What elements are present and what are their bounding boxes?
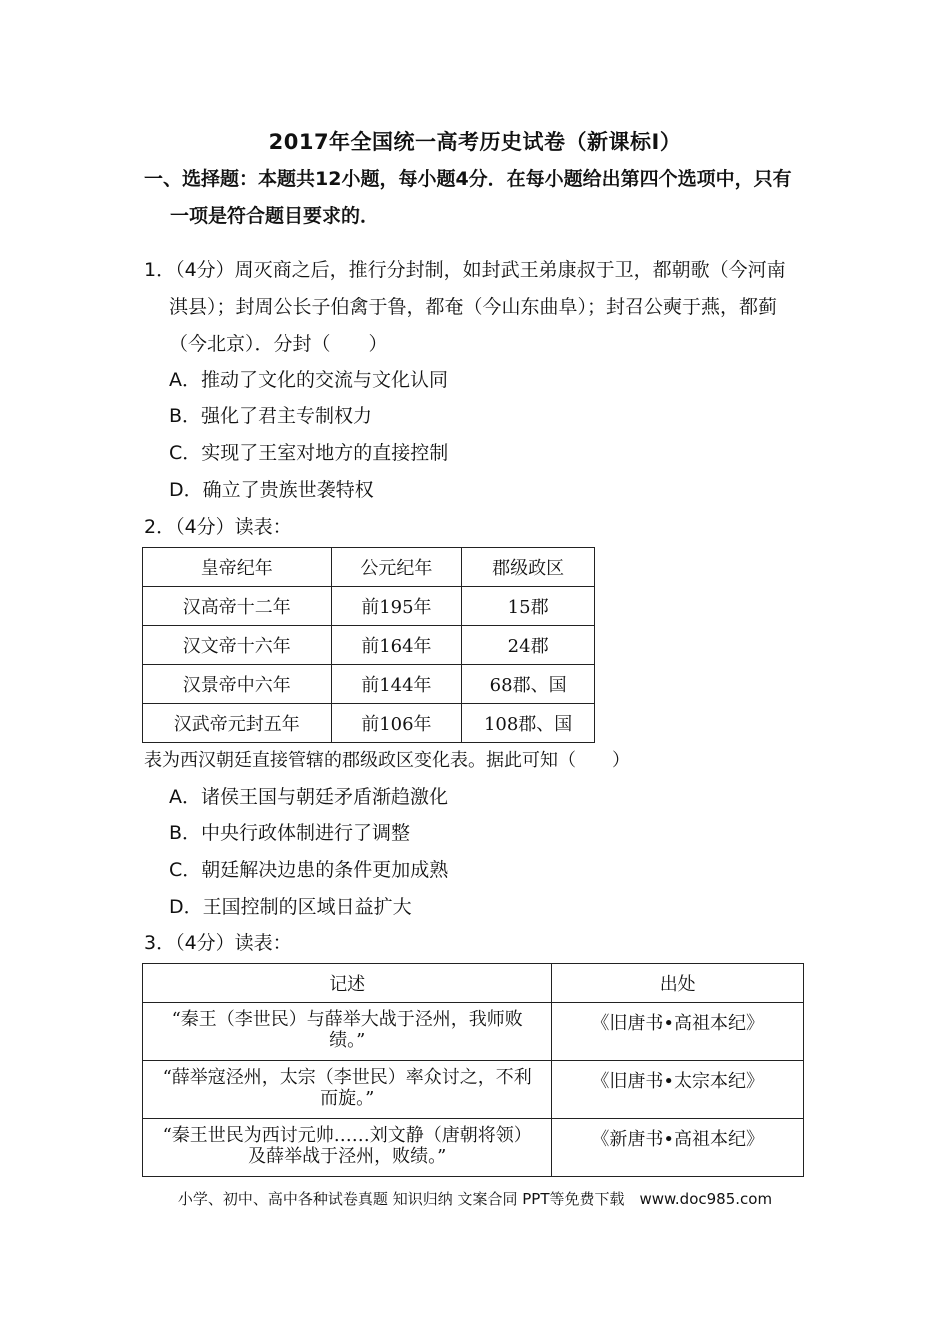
table-header-row [143, 964, 804, 1003]
table-header-cell: 公元纪年 [331, 548, 462, 587]
q1-stem-line3: （今北京）．分封（ ） [169, 333, 388, 355]
table-header-cell: 皇帝纪年 [143, 548, 332, 587]
page-title: 2017年全国统一高考历史试卷（新课标I） [268, 130, 682, 154]
table-header-cell: 出处 [552, 964, 804, 1003]
table-cell: 前106年 [331, 704, 462, 743]
q2-stem: 2．（4分）读表： [144, 516, 292, 538]
footer-download-link[interactable]: 小学、初中、高中各种试卷真题 知识归纳 文案合同 PPT等免费下载 www.doc985.com [177, 1190, 773, 1208]
q1-stem-line2: 淇县）；封周公长子伯禽于鲁，都奄（今山东曲阜）；封召公奭于燕，都蓟 [169, 296, 778, 318]
q1-option-b: B．强化了君主专制权力 [169, 405, 373, 427]
table-cell: 汉武帝元封五年 [143, 704, 332, 743]
table-row [143, 1061, 804, 1119]
q2-option-d: D．王国控制的区域日益扩大 [169, 896, 412, 918]
q1-option-d: D．确立了贵族世袭特权 [169, 479, 374, 501]
q1-option-a: A．推动了文化的交流与文化认同 [169, 369, 448, 391]
q2-table-caption: 表为西汉朝廷直接管辖的郡级政区变化表。据此可知（ ） [144, 750, 630, 771]
section-heading [144, 161, 814, 235]
table-row [143, 1003, 804, 1061]
table-row [143, 1119, 804, 1177]
q3-stem: 3．（4分）读表： [144, 932, 292, 954]
table-cell: 24郡 [462, 626, 595, 665]
q1-option-c: C．实现了王室对地方的直接控制 [169, 442, 449, 464]
table-cell: 前164年 [331, 626, 462, 665]
table-row [143, 665, 595, 704]
q2-option-b: B．中央行政体制进行了调整 [169, 822, 411, 844]
q2-option-c: C．朝廷解决边患的条件更加成熟 [169, 859, 449, 881]
table-row [143, 587, 595, 626]
table-cell: 《新唐书•高祖本纪》 [552, 1119, 804, 1177]
table-header-row [143, 548, 595, 587]
q3-table [142, 963, 804, 1177]
table-row [143, 626, 595, 665]
table-cell: “秦王（李世民）与薛举大战于泾州，我师败绩。” [143, 1003, 552, 1061]
table-cell: 前144年 [331, 665, 462, 704]
q2-option-a: A．诸侯王国与朝廷矛盾渐趋激化 [169, 786, 448, 808]
table-cell: 汉文帝十六年 [143, 626, 332, 665]
table-cell: 汉高帝十二年 [143, 587, 332, 626]
table-cell: 15郡 [462, 587, 595, 626]
table-cell: “秦王世民为西讨元帅……刘文静（唐朝将领）及薛举战于泾州，败绩。” [143, 1119, 552, 1177]
table-row [143, 704, 595, 743]
table-header-cell: 记述 [143, 964, 552, 1003]
table-cell: “薛举寇泾州，太宗（李世民）率众讨之，不利而旋。” [143, 1061, 552, 1119]
q2-table [142, 547, 595, 743]
q1-stem-line1: 1．（4分）周灭商之后，推行分封制，如封武王弟康叔于卫，都朝歌（今河南 [144, 259, 786, 281]
section-heading-line2: 一项是符合题目要求的． [170, 205, 380, 227]
table-header-cell: 郡级政区 [462, 548, 595, 587]
table-cell: 汉景帝中六年 [143, 665, 332, 704]
table-cell: 108郡、国 [462, 704, 595, 743]
table-cell: 68郡、国 [462, 665, 595, 704]
section-heading-line1: 一、选择题：本题共12小题，每小题4分．在每小题给出第四个选项中，只有 [144, 168, 792, 190]
table-cell: 前195年 [331, 587, 462, 626]
table-cell: 《旧唐书•高祖本纪》 [552, 1003, 804, 1061]
table-cell: 《旧唐书•太宗本纪》 [552, 1061, 804, 1119]
